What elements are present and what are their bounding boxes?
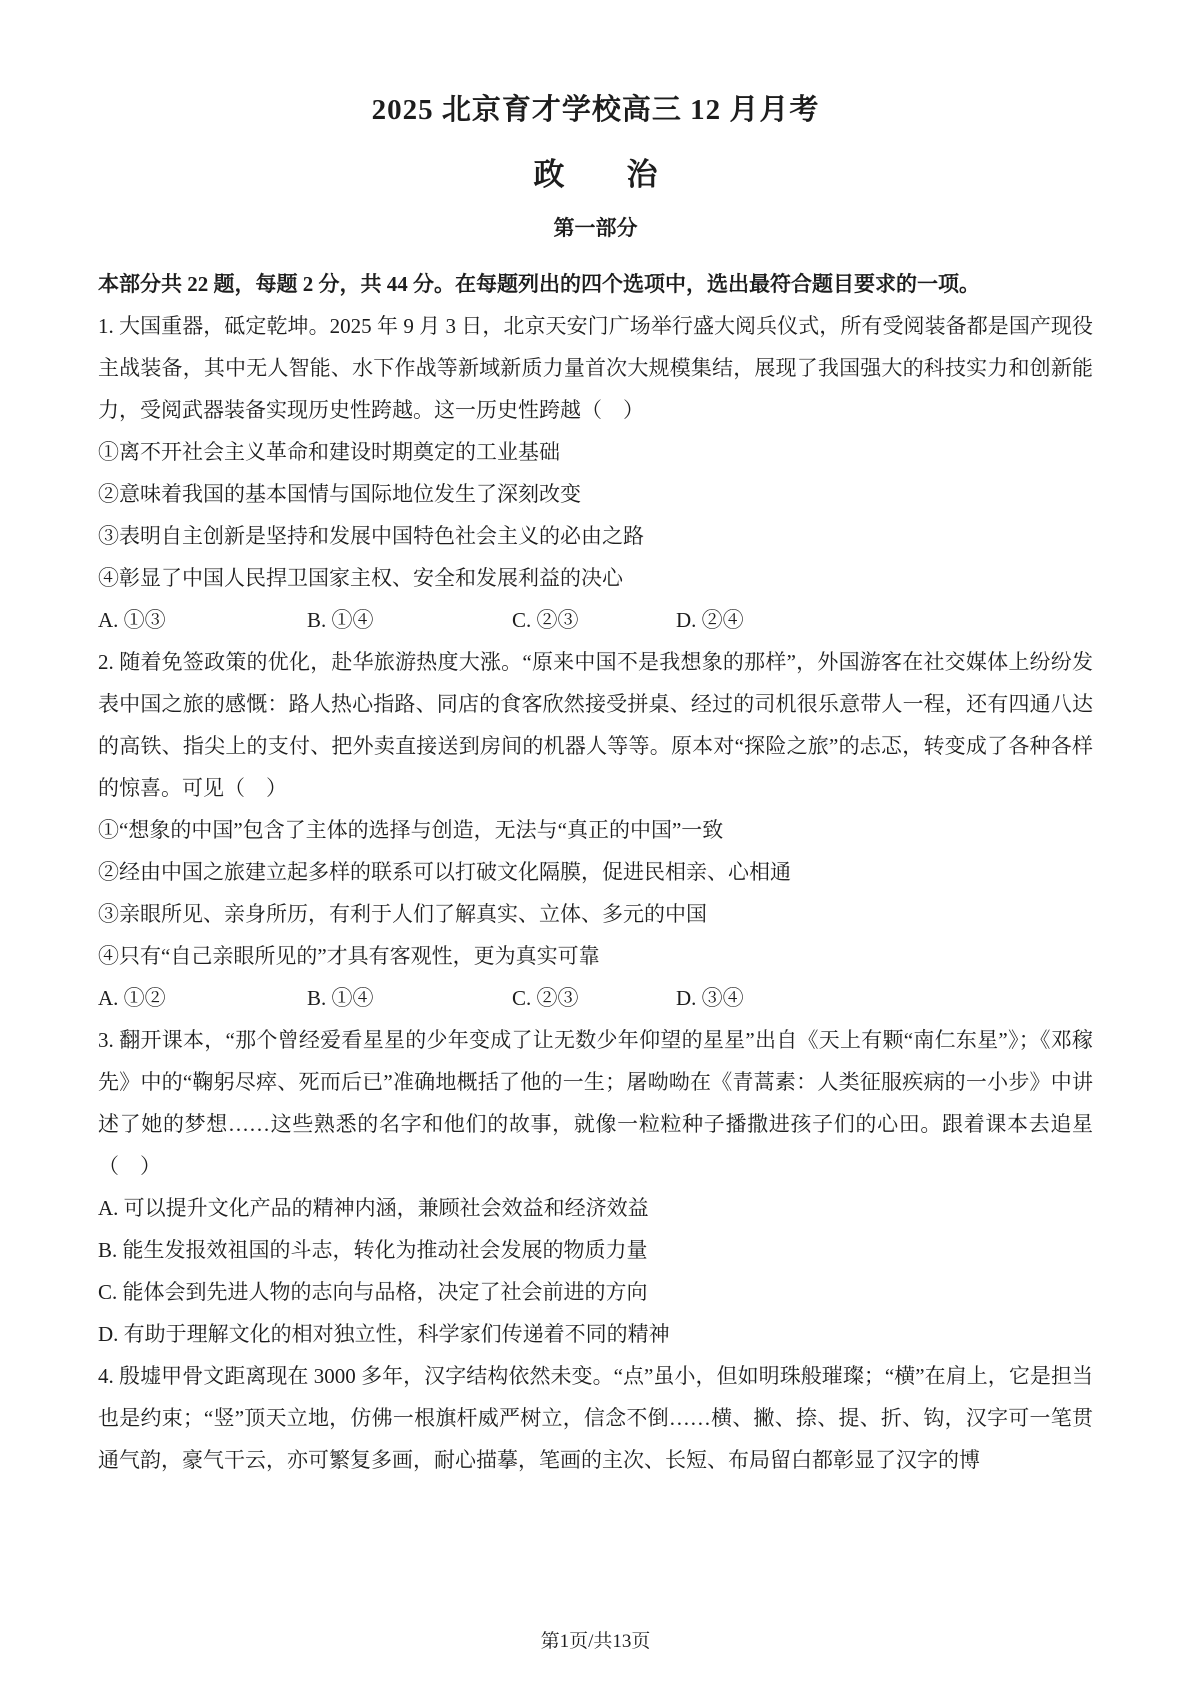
question-3-option-d: D. 有助于理解文化的相对独立性，科学家们传递着不同的精神 [98,1322,670,1346]
question-1-option-b: B. ①④ [307,608,374,632]
question-4-stem: 4. 殷墟甲骨文距离现在 3000 多年，汉字结构依然未变。“点”虽小，但如明珠般璀璨；“横”在肩上，它是担当也是约束；“竖”顶天立地，仿佛一根旗杆威严树立，信念不倒……横、撇、捺、提、折、钩，汉字可一笔贯通气韵，豪气干云，亦可繁复多画，耐心描摹，笔画的主次、长短、布局留白都彰显了汉字的博 [98,1364,1093,1472]
question-2-option-a: A. ①② [98,986,166,1010]
question-3-option-c: C. 能体会到先进人物的志向与品格，决定了社会前进的方向 [98,1280,648,1304]
question-2 [98,641,1093,1019]
question-3-option-a: A. 可以提升文化产品的精神内涵，兼顾社会效益和经济效益 [98,1196,649,1220]
question-2-option-d: D. ③④ [676,986,744,1010]
question-1-statement-2: ②意味着我国的基本国情与国际地位发生了深刻改变 [98,482,581,506]
question-2-statement-1: ①“想象的中国”包含了主体的选择与创造，无法与“真正的中国”一致 [98,818,724,842]
question-1-statement-4: ④彰显了中国人民捍卫国家主权、安全和发展利益的决心 [98,566,623,590]
question-1-option-a: A. ①③ [98,608,166,632]
section-heading: 第一部分 [553,216,638,240]
question-2-option-b: B. ①④ [307,986,374,1010]
question-3-option-b: B. 能生发报效祖国的斗志，转化为推动社会发展的物质力量 [98,1238,648,1262]
exam-content [98,263,1093,1481]
question-2-statement-2: ②经由中国之旅建立起多样的联系可以打破文化隔膜，促进民相亲、心相通 [98,860,791,884]
section-intro: 本部分共 22 题，每题 2 分，共 44 分。在每题列出的四个选项中，选出最符合题目要求的一项。 [98,272,980,296]
question-1-stem: 1. 大国重器，砥定乾坤。2025 年 9 月 3 日，北京天安门广场举行盛大阅兵仪式，所有受阅装备都是国产现役主战装备，其中无人智能、水下作战等新域新质力量首次大规模集结，展现了我国强大的科技实力和创新能力，受阅武器装备实现历史性跨越。这一历史性跨越（ ） [98,314,1093,422]
question-1-statement-1: ①离不开社会主义革命和建设时期奠定的工业基础 [98,440,560,464]
question-1-option-c: C. ②③ [512,608,579,632]
question-3-stem: 3. 翻开课本，“那个曾经爱看星星的少年变成了让无数少年仰望的星星”出自《天上有颗“南仁东星”》；《邓稼先》中的“鞠躬尽瘁、死而后已”准确地概括了他的一生；屠呦呦在《青蒿素：人类征服疾病的一小步》中讲述了她的梦想……这些熟悉的名字和他们的故事，就像一粒粒种子播撒进孩子们的心田。跟着课本去追星（ ） [98,1028,1093,1178]
page-footer: 第1页/共13页 [540,1631,651,1652]
question-3 [98,1019,1093,1355]
question-2-stem: 2. 随着免签政策的优化，赴华旅游热度大涨。“原来中国不是我想象的那样”，外国游客在社交媒体上纷纷发表中国之旅的感慨：路人热心指路、同店的食客欣然接受拼桌、经过的司机很乐意带人一程，还有四通八达的高铁、指尖上的支付、把外卖直接送到房间的机器人等等。原本对“探险之旅”的忐忑，转变成了各种各样的惊喜。可见（ ） [98,650,1093,800]
question-2-statement-4: ④只有“自己亲眼所见的”才具有客观性，更为真实可靠 [98,944,600,968]
question-4 [98,1355,1093,1481]
question-2-statement-3: ③亲眼所见、亲身所历，有利于人们了解真实、立体、多元的中国 [98,902,707,926]
question-2-option-c: C. ②③ [512,986,579,1010]
question-2-options-row [98,977,1093,1019]
question-1-statement-3: ③表明自主创新是坚持和发展中国特色社会主义的必由之路 [98,524,644,548]
subject-title: 政 治 [533,157,658,192]
exam-title: 2025 北京育才学校高三 12 月月考 [371,94,820,126]
question-1-options-row [98,599,1093,641]
question-1-option-d: D. ②④ [676,608,744,632]
question-1 [98,305,1093,641]
